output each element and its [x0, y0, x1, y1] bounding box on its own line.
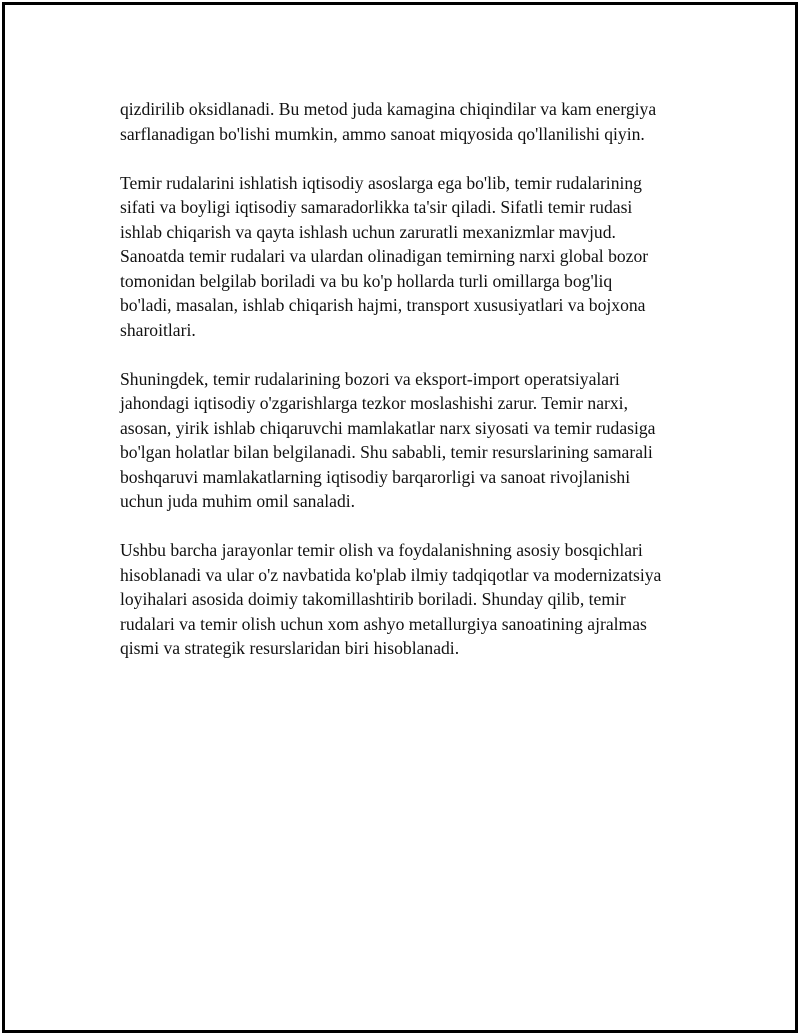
paragraph: qizdirilib oksidlanadi. Bu metod juda kamagina chiqindilar va kam energiya sarflanadigan bo'lishi mumkin, ammo sanoat miqyosida qo'llanilishi qiyin.	[120, 99, 657, 144]
paragraph: Temir rudalarini ishlatish iqtisodiy asoslarga ega bo'lib, temir rudalarining sifati va boyligi iqtisodiy samaradorlikka ta'sir qiladi. Sifatli temir rudasi ishlab chiqarish va qayta ishlash uchun zaruratli mexanizmlar mavjud. Sanoatda temir rudalari va ulardan olinadigan temirning narxi global bozor tomonidan belgilab boriladi va bu ko'p hollarda turli omillarga bog'liq bo'ladi, masalan, ishlab chiqarish hajmi, transport xususiyatlari va bojxona sharoitlari.	[120, 172, 649, 340]
page-frame	[2, 2, 798, 1033]
paragraph: Ushbu barcha jarayonlar temir olish va foydalanishning asosiy bosqichlari hisoblanadi va ular o'z navbatida ko'plab ilmiy tadqiqotlar va modernizatsiya loyihalari asosida doimiy takomillashtirib boriladi. Shunday qilib, temir rudalari va temir olish uchun xom ashyo metallurgiya sanoatining ajralmas qismi va strategik resurslaridan biri hisoblanadi.	[120, 540, 662, 658]
page-body	[120, 97, 700, 685]
paragraph: Shuningdek, temir rudalarining bozori va eksport-import operatsiyalari jahondagi iqtisodiy o'zgarishlarga tezkor moslashishi zarur. Temir narxi, asosan, yirik ishlab chiqaruvchi mamlakatlar narx siyosati va temir rudasiga bo'lgan holatlar bilan belgilanadi. Shu sababli, temir resurslarining samarali boshqaruvi mamlakatlarning iqtisodiy barqarorligi va sanoat rivojlanishi uchun juda muhim omil sanaladi.	[120, 368, 656, 511]
